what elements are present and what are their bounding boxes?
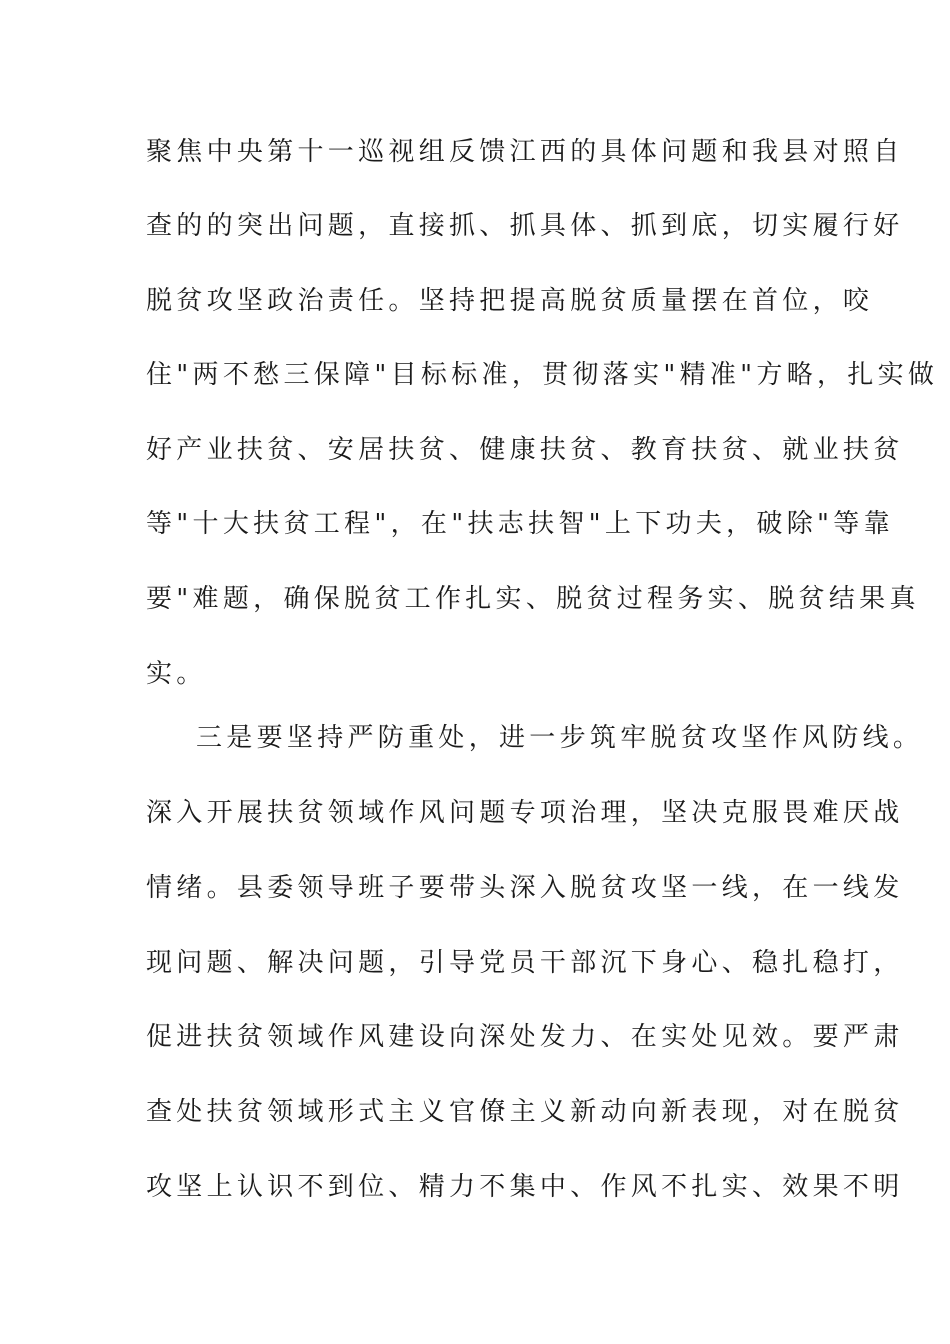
text-line: 攻坚上认识不到位、精力不集中、作风不扎实、效果不明 [146, 1172, 904, 1202]
text-line: 要"难题，确保脱贫工作扎实、脱贫过程务实、脱贫结果真 [146, 584, 920, 614]
text-line: 等"十大扶贫工程"，在"扶志扶智"上下功夫，破除"等靠 [146, 509, 894, 539]
text-line: 查处扶贫领域形式主义官僚主义新动向新表现，对在脱贫 [146, 1097, 904, 1127]
text-line: 查的的突出问题，直接抓、抓具体、抓到底，切实履行好 [146, 211, 904, 241]
text-line: 脱贫攻坚政治责任。坚持把提高脱贫质量摆在首位，咬 [146, 286, 874, 316]
paragraph-first-line: 三是要坚持严防重处，进一步筑牢脱贫攻坚作风防线。 [196, 723, 924, 753]
text-line: 促进扶贫领域作风建设向深处发力、在实处见效。要严肃 [146, 1022, 904, 1052]
text-line: 深入开展扶贫领域作风问题专项治理，坚决克服畏难厌战 [146, 798, 904, 828]
text-line: 好产业扶贫、安居扶贫、健康扶贫、教育扶贫、就业扶贫 [146, 435, 904, 465]
text-line: 实。 [146, 659, 207, 689]
text-line: 情绪。县委领导班子要带头深入脱贫攻坚一线，在一线发 [146, 873, 904, 903]
text-line: 住"两不愁三保障"目标标准，贯彻落实"精准"方略，扎实做 [146, 360, 939, 390]
text-line: 聚焦中央第十一巡视组反馈江西的具体问题和我县对照自 [146, 137, 904, 167]
text-line: 现问题、解决问题，引导党员干部沉下身心、稳扎稳打， [146, 948, 904, 978]
